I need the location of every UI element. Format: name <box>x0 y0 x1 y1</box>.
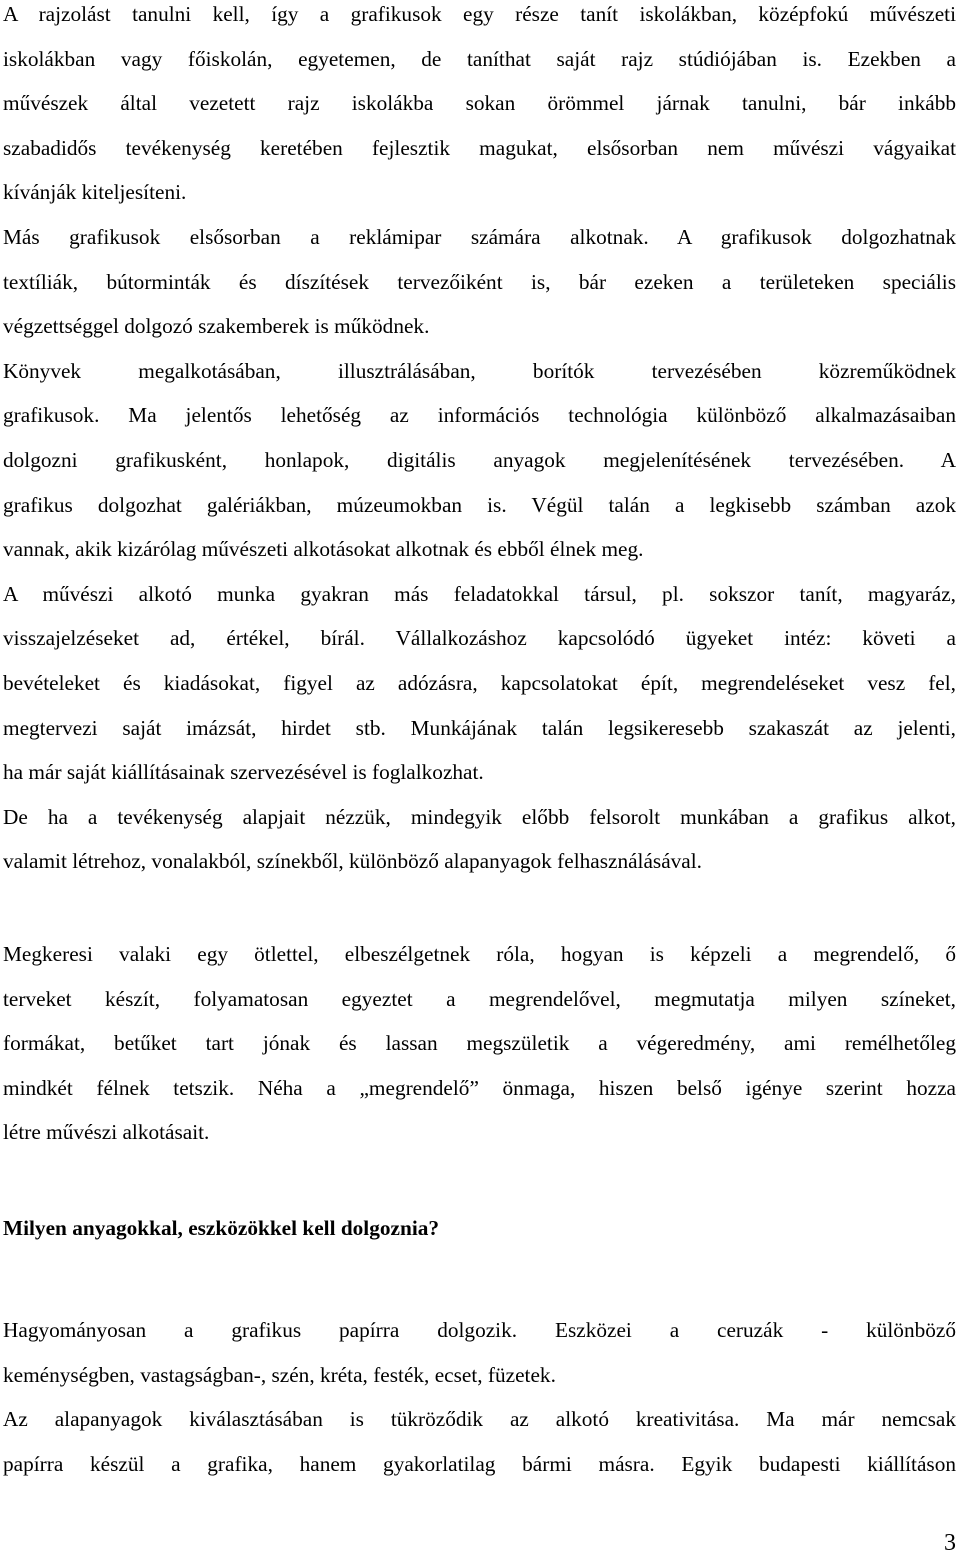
text-line: textíliák, bútorminták és díszítések tervezőiként is, bár ezeken a területeken speciális <box>3 269 956 294</box>
text-line: A művészi alkotó munka gyakran más feladatokkal társul, pl. sokszor tanít, magyaráz, <box>3 581 956 606</box>
text-line: A rajzolást tanulni kell, így a grafikusok egy része tanít iskolákban, középfokú művészeti <box>3 2 956 26</box>
text-line: bevételeket és kiadásokat, figyel az adózásra, kapcsolatokat épít, megrendeléseket vesz fel, <box>3 670 956 695</box>
paragraph <box>3 215 956 349</box>
text-line: megtervezi saját imázsát, hirdet stb. Munkájának talán legsikeresebb szakaszát az jelenti, <box>3 715 956 740</box>
section-heading: Milyen anyagokkal, eszközökkel kell dolgoznia? <box>3 1216 440 1240</box>
paragraph <box>3 932 956 1155</box>
text-line: Megkeresi valaki egy ötlettel, elbeszélgetnek róla, hogyan is képzeli a megrendelő, ő <box>3 942 956 966</box>
page-number: 3 <box>944 1530 956 1556</box>
text-line: művészek által vezetett rajz iskolákba sokan örömmel járnak tanulni, bár inkább <box>3 91 956 116</box>
document-page <box>3 0 956 1561</box>
text-line: grafikus dolgozhat galériákban, múzeumokban is. Végül talán a legkisebb számban azok <box>3 492 956 517</box>
text-line: Az alapanyagok kiválasztásában is tükröződik az alkotó kreativitása. Ma már nemcsak <box>3 1407 956 1432</box>
text-line: szabadidős tevékenység keretében fejlesztik magukat, elsősorban nem művészi vágyaikat <box>3 135 956 160</box>
text-line: vannak, akik kizárólag művészeti alkotásokat alkotnak és ebből élnek meg. <box>3 537 644 562</box>
body-text-section-3 <box>3 1308 956 1486</box>
paragraph <box>3 349 956 572</box>
text-line: valamit létrehoz, vonalakból, színekből, különböző alapanyagok felhasználásával. <box>3 849 703 874</box>
paragraph <box>3 572 956 795</box>
text-line: terveket készít, folyamatosan egyeztet a megrendelővel, megmutatja milyen színeket, <box>3 986 956 1011</box>
text-line: ha már saját kiállításainak szervezésével is foglalkozhat. <box>3 760 484 785</box>
text-line: grafikusok. Ma jelentős lehetőség az információs technológia különböző alkalmazásaiban <box>3 403 956 428</box>
text-line: papírra készül a grafika, hanem gyakorlatilag bármi másra. Egyik budapesti kiállításon <box>3 1451 956 1476</box>
paragraph <box>3 0 956 215</box>
paragraph <box>3 1397 956 1486</box>
text-line: Más grafikusok elsősorban a reklámipar számára alkotnak. A grafikusok dolgozhatnak <box>3 224 956 249</box>
text-line: Könyvek megalkotásában, illusztrálásában, borítók tervezésében közreműködnek <box>3 358 956 383</box>
body-text-section-2 <box>3 932 956 1155</box>
text-line: Hagyományosan a grafikus papírra dolgozik. Eszközei a ceruzák - különböző <box>3 1318 956 1342</box>
paragraph <box>3 1308 956 1397</box>
text-line: végzettséggel dolgozó szakemberek is működnek. <box>3 314 430 339</box>
text-line: létre művészi alkotásait. <box>3 1120 210 1145</box>
text-line: De ha a tevékenység alapjait nézzük, mindegyik előbb felsorolt munkában a grafikus alkot, <box>3 804 956 829</box>
paragraph <box>3 795 956 884</box>
text-line: iskolákban vagy főiskolán, egyetemen, de taníthat saját rajz stúdiójában is. Ezekben a <box>3 46 956 71</box>
text-line: keménységben, vastagságban-, szén, kréta, festék, ecset, füzetek. <box>3 1362 556 1387</box>
text-line: visszajelzéseket ad, értékel, bírál. Vállalkozáshoz kapcsolódó ügyeket intéz: követi a <box>3 626 956 651</box>
text-line: kívánják kiteljesíteni. <box>3 180 187 205</box>
body-text-section-1 <box>3 0 956 884</box>
text-line: formákat, betűket tart jónak és lassan megszületik a végeredmény, ami remélhetőleg <box>3 1031 956 1056</box>
text-line: mindkét félnek tetszik. Néha a „megrendelő” önmaga, hiszen belső igénye szerint hozza <box>3 1075 956 1100</box>
text-line: dolgozni grafikusként, honlapok, digitális anyagok megjelenítésének tervezésében. A <box>3 447 956 472</box>
